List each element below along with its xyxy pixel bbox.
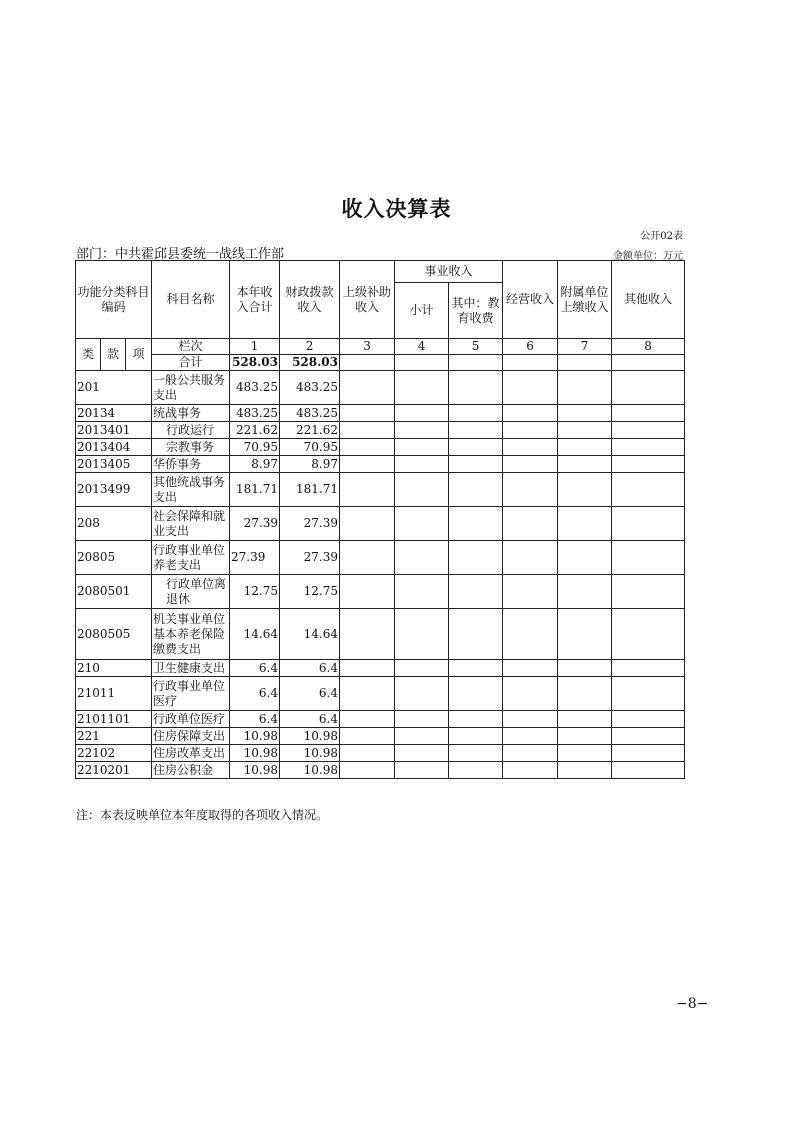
income-table bbox=[75, 260, 685, 779]
row-total: 70.95 bbox=[230, 439, 280, 456]
row-code: 2013404 bbox=[76, 439, 152, 456]
row-code: 2013405 bbox=[76, 456, 152, 473]
row-total: 10.98 bbox=[230, 728, 280, 745]
row-name: 行政事业单位医疗 bbox=[152, 677, 230, 711]
row-fiscal: 6.4 bbox=[280, 677, 340, 711]
table-row bbox=[76, 405, 685, 422]
row-fiscal: 6.4 bbox=[280, 711, 340, 728]
row-name: 行政单位离退休 bbox=[152, 575, 230, 609]
row-name: 一般公共服务支出 bbox=[152, 371, 230, 405]
header-other-income: 其他收入 bbox=[612, 261, 685, 339]
table-row bbox=[76, 541, 685, 575]
row-total: 14.64 bbox=[230, 609, 280, 660]
row-total: 10.98 bbox=[230, 762, 280, 779]
total-row bbox=[76, 355, 685, 371]
amount-unit-label: 金额单位：万元 bbox=[613, 251, 683, 262]
row-code: 2080501 bbox=[76, 575, 152, 609]
header-superior-subsidy: 上级补助收入 bbox=[340, 261, 395, 339]
row-total: 221.62 bbox=[230, 422, 280, 439]
col-number-5: 5 bbox=[449, 339, 503, 355]
table-row bbox=[76, 728, 685, 745]
row-name: 住房保障支出 bbox=[152, 728, 230, 745]
row-fiscal: 181.71 bbox=[280, 473, 340, 507]
header-func-code: 功能分类科目编码 bbox=[76, 261, 152, 339]
col-number-8: 8 bbox=[612, 339, 685, 355]
table-row bbox=[76, 422, 685, 439]
row-fiscal: 27.39 bbox=[280, 541, 340, 575]
header-business-income: 事业收入 bbox=[395, 261, 503, 283]
table-row bbox=[76, 575, 685, 609]
header-lanci: 栏次 bbox=[152, 339, 230, 355]
row-fiscal: 70.95 bbox=[280, 439, 340, 456]
table-row bbox=[76, 762, 685, 779]
row-name: 住房公积金 bbox=[152, 762, 230, 779]
row-name: 其他统战事务支出 bbox=[152, 473, 230, 507]
row-name: 社会保障和就业支出 bbox=[152, 507, 230, 541]
row-name: 华侨事务 bbox=[152, 456, 230, 473]
header-xiang: 项 bbox=[126, 339, 152, 371]
table-row bbox=[76, 507, 685, 541]
row-fiscal: 10.98 bbox=[280, 762, 340, 779]
table-row bbox=[76, 473, 685, 507]
total-income-value: 528.03 bbox=[230, 355, 280, 371]
page-title: 收入决算表 bbox=[341, 197, 452, 221]
row-total: 10.98 bbox=[230, 745, 280, 762]
row-name: 机关事业单位基本养老保险缴费支出 bbox=[152, 609, 230, 660]
total-label: 合计 bbox=[152, 355, 230, 371]
row-total: 6.4 bbox=[230, 711, 280, 728]
row-code: 201 bbox=[76, 371, 152, 405]
row-fiscal: 12.75 bbox=[280, 575, 340, 609]
col-number-7: 7 bbox=[558, 339, 612, 355]
row-fiscal: 221.62 bbox=[280, 422, 340, 439]
row-total: 8.97 bbox=[230, 456, 280, 473]
col-number-3: 3 bbox=[340, 339, 395, 355]
table-row bbox=[76, 456, 685, 473]
row-total: 6.4 bbox=[230, 677, 280, 711]
table-note: 注：本表反映单位本年度取得的各项收入情况。 bbox=[76, 808, 329, 822]
header-operating-income: 经营收入 bbox=[503, 261, 558, 339]
row-name: 宗教事务 bbox=[152, 439, 230, 456]
row-code: 20805 bbox=[76, 541, 152, 575]
col-number-4: 4 bbox=[395, 339, 449, 355]
row-fiscal: 6.4 bbox=[280, 660, 340, 677]
row-code: 2080505 bbox=[76, 609, 152, 660]
row-total: 27.39 bbox=[230, 507, 280, 541]
header-row-1 bbox=[76, 261, 685, 283]
row-code: 22102 bbox=[76, 745, 152, 762]
row-fiscal: 483.25 bbox=[280, 405, 340, 422]
form-number: 公开02表 bbox=[640, 231, 683, 242]
header-subject-name: 科目名称 bbox=[152, 261, 230, 339]
table-row bbox=[76, 660, 685, 677]
row-code: 208 bbox=[76, 507, 152, 541]
row-fiscal: 10.98 bbox=[280, 745, 340, 762]
table-row bbox=[76, 677, 685, 711]
row-code: 210 bbox=[76, 660, 152, 677]
row-fiscal: 27.39 bbox=[280, 507, 340, 541]
table-row bbox=[76, 609, 685, 660]
table-row bbox=[76, 745, 685, 762]
header-fiscal: 财政拨款收入 bbox=[280, 261, 340, 339]
header-lei: 类 bbox=[76, 339, 101, 371]
row-fiscal: 14.64 bbox=[280, 609, 340, 660]
row-code: 2101101 bbox=[76, 711, 152, 728]
total-fiscal-value: 528.03 bbox=[280, 355, 340, 371]
header-total-income: 本年收入合计 bbox=[230, 261, 280, 339]
header-education-fee: 其中：教育收费 bbox=[449, 283, 503, 339]
row-code: 20134 bbox=[76, 405, 152, 422]
row-code: 221 bbox=[76, 728, 152, 745]
col-number-2: 2 bbox=[280, 339, 340, 355]
row-fiscal: 8.97 bbox=[280, 456, 340, 473]
header-subtotal: 小计 bbox=[395, 283, 449, 339]
row-name: 行政运行 bbox=[152, 422, 230, 439]
row-name: 行政事业单位养老支出 bbox=[152, 541, 230, 575]
row-fiscal: 10.98 bbox=[280, 728, 340, 745]
row-total: 181.71 bbox=[230, 473, 280, 507]
row-name: 卫生健康支出 bbox=[152, 660, 230, 677]
department-label: 部门：中共霍邱县委统一战线工作部 bbox=[76, 247, 285, 262]
row-total: 483.25 bbox=[230, 405, 280, 422]
table-row bbox=[76, 711, 685, 728]
header-kuan: 款 bbox=[101, 339, 126, 371]
row-total: 483.25 bbox=[230, 371, 280, 405]
row-code: 2013401 bbox=[76, 422, 152, 439]
row-name: 住房改革支出 bbox=[152, 745, 230, 762]
row-name: 统战事务 bbox=[152, 405, 230, 422]
table-row bbox=[76, 439, 685, 456]
row-code: 2210201 bbox=[76, 762, 152, 779]
page-number: −8− bbox=[676, 996, 709, 1012]
col-number-6: 6 bbox=[503, 339, 558, 355]
row-code: 2013499 bbox=[76, 473, 152, 507]
row-total: 6.4 bbox=[230, 660, 280, 677]
header-affiliate-income: 附属单位上缴收入 bbox=[558, 261, 612, 339]
col-number-1: 1 bbox=[230, 339, 280, 355]
row-name: 行政单位医疗 bbox=[152, 711, 230, 728]
row-total: 12.75 bbox=[230, 575, 280, 609]
row-fiscal: 483.25 bbox=[280, 371, 340, 405]
row-code: 21011 bbox=[76, 677, 152, 711]
header-row-3 bbox=[76, 339, 685, 355]
table-row bbox=[76, 371, 685, 405]
row-total: 27.39 bbox=[230, 541, 280, 575]
